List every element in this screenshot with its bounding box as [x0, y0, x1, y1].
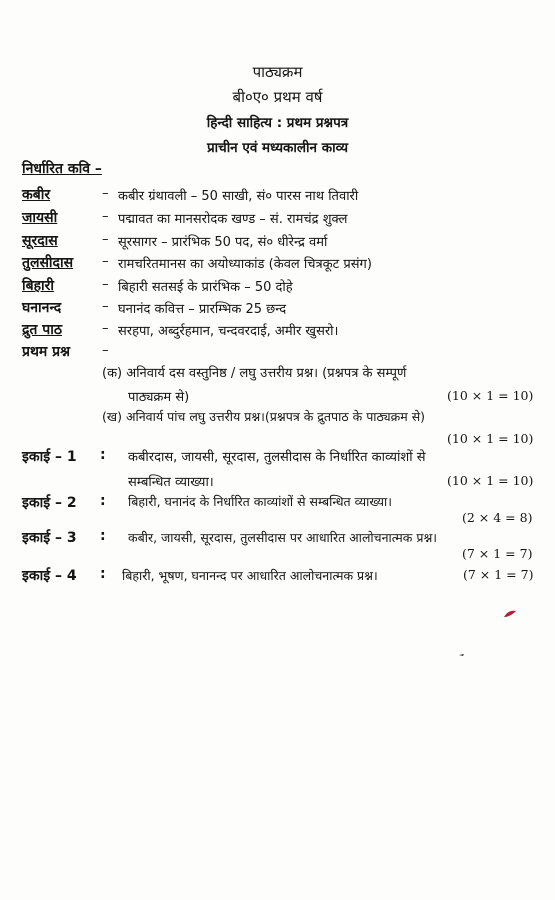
poet-text: घनानंद कवित्त – प्रारम्भिक 25 छन्द — [118, 302, 287, 317]
subject-title: प्राचीन एवं मध्यकालीन काव्य — [206, 140, 349, 156]
colon: : — [100, 566, 106, 582]
dash: – — [102, 277, 109, 292]
syllabus-title: पाठ्यक्रम — [252, 63, 303, 81]
first-question-label: प्रथम प्रश्न — [22, 344, 71, 360]
dash: – — [102, 343, 109, 358]
colon: : — [100, 447, 106, 463]
unit-label: इकाई – 4 — [22, 568, 77, 584]
unit-text-line2: सम्बन्धित व्याख्या। — [128, 475, 214, 490]
prescribed-poets-heading: निर्धारित कवि – — [22, 161, 102, 177]
ink-dot-icon — [458, 652, 466, 658]
poet-name: द्रुत पाठ — [22, 322, 62, 338]
unit-label: इकाई – 3 — [22, 530, 77, 546]
question-a-line2: पाठ्यक्रम से) — [128, 390, 190, 405]
dash: – — [102, 232, 109, 247]
dash: – — [102, 209, 109, 224]
unit-text-line1: बिहारी, भूषण, घनानन्द पर आधारित आलोचनात्मक प्रश्न। — [122, 568, 378, 583]
unit-text-line1: बिहारी, घनानंद के निर्धारित काव्यांशों से सम्बन्धित व्याख्या। — [128, 494, 392, 509]
poet-text: बिहारी सतसई के प्रारंभिक – 50 दोहे — [118, 280, 293, 295]
question-b-marks: (10 × 1 = 10) — [447, 431, 534, 446]
unit-marks: (7 × 1 = 7) — [463, 567, 534, 582]
question-a-marks: (10 × 1 = 10) — [447, 388, 534, 403]
paper-title: हिन्दी साहित्य : प्रथम प्रश्नपत्र — [206, 115, 349, 131]
dash: – — [102, 186, 109, 201]
poet-name: कबीर — [22, 187, 51, 203]
dash: – — [102, 299, 109, 314]
unit-marks: (10 × 1 = 10) — [447, 473, 534, 488]
poet-text: पद्मावत का मानसरोदक खण्ड – सं. रामचंद्र शुक्ल — [118, 212, 348, 227]
poet-name: घनानन्द — [22, 300, 62, 316]
poet-name: तुलसीदास — [22, 255, 74, 271]
unit-marks: (7 × 1 = 7) — [462, 546, 533, 561]
dash: – — [102, 321, 109, 336]
poet-name: जायसी — [22, 210, 58, 226]
unit-label: इकाई – 1 — [22, 449, 77, 465]
poet-text: रामचरितमानस का अयोध्याकांड (केवल चित्रकूट प्रसंग) — [118, 257, 372, 272]
dash: – — [102, 254, 109, 269]
unit-text-line1: कबीरदास, जायसी, सूरदास, तुलसीदास के निर्धारित काव्यांशों से — [128, 450, 426, 465]
question-b-line1: (ख) अनिवार्य पांच लघु उत्तरीय प्रश्न।(प्रश्नपत्र के द्रुतपाठ के पाठ्यक्रम से) — [102, 409, 426, 424]
unit-text-line1: कबीर, जायसी, सूरदास, तुलसीदास पर आधारित आलोचनात्मक प्रश्न। — [128, 530, 438, 545]
poet-name: सूरदास — [22, 233, 58, 249]
poet-text: सूरसागर – प्रारंभिक 50 पद, सं० धीरेन्द्र वर्मा — [118, 235, 328, 250]
poet-name: बिहारी — [22, 278, 55, 294]
unit-label: इकाई – 2 — [22, 495, 77, 511]
unit-marks: (2 × 4 = 8) — [462, 510, 533, 525]
colon: : — [100, 528, 106, 544]
question-a-line1: (क) अनिवार्य दस वस्तुनिष्ठ / लघु उत्तरीय प्रश्न। (प्रश्नपत्र के सम्पूर्ण — [102, 366, 407, 381]
poet-text: सरहपा, अब्दुर्रहमान, चन्दवरदाई, अमीर खुसरो। — [118, 324, 339, 339]
colon: : — [100, 493, 106, 509]
poet-text: कबीर ग्रंथावली – 50 साखी, सं० पारस नाथ तिवारी — [118, 189, 359, 204]
pen-mark-icon — [502, 608, 518, 620]
class-year: बी०ए० प्रथम वर्ष — [232, 88, 323, 106]
